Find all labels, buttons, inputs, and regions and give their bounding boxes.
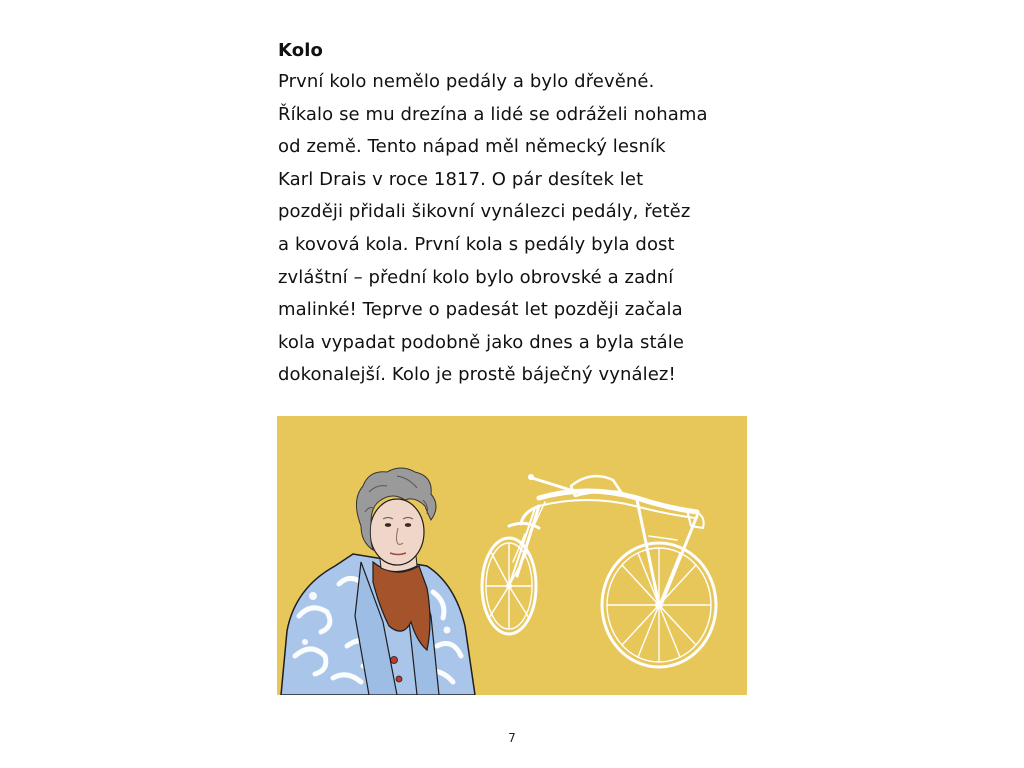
paragraph-line: později přidali šikovní vynálezci pedály, řetěz [278, 201, 691, 223]
page-number: 7 [508, 731, 516, 745]
paragraph-line: od země. Tento nápad měl německý lesník [278, 136, 666, 158]
paragraph-line: kola vypadat podobně jako dnes a byla stále [278, 331, 685, 353]
body-paragraph [278, 66, 748, 392]
paragraph-line: První kolo nemělo pedály a bylo dřevěné. [278, 71, 655, 92]
paragraph-line: a kovová kola. První kola s pedály byla dost [278, 233, 675, 255]
paragraph-line: zvláštní – přední kolo bylo obrovské a zadní [278, 266, 674, 288]
paragraph-line: malinké! Teprve o padesát let později začala [278, 299, 683, 321]
paragraph-line: dokonalejší. Kolo je prostě báječný vynález! [278, 364, 676, 386]
paragraph-line: Karl Drais v roce 1817. O pár desítek let [278, 168, 644, 190]
text-block [278, 35, 748, 392]
page-title: Kolo [278, 40, 323, 61]
paragraph-line: Říkalo se mu drezína a lidé se odráželi nohama [278, 103, 708, 125]
illustration-drais-and-draisine [277, 416, 747, 695]
